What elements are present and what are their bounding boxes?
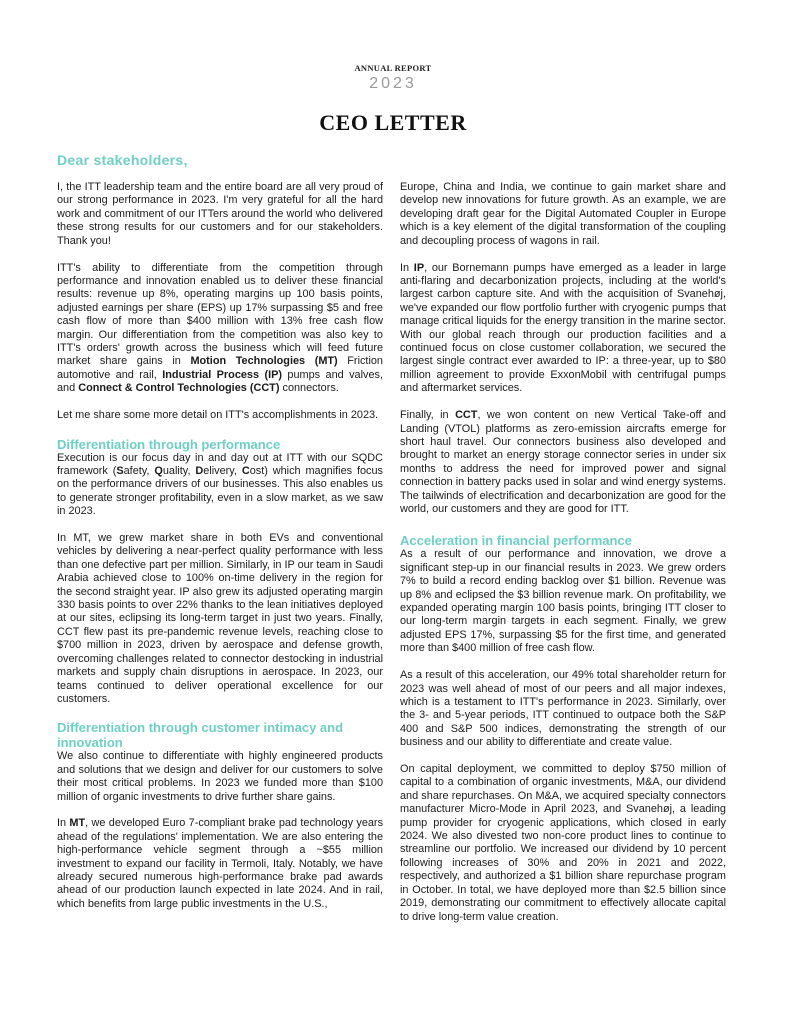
paragraph-intro: I, the ITT leadership team and the entire board are all very proud of our strong performance in 2023. I'm very grateful for all the hard work and commitment of our ITTers around the world who delivered these strong results for our customers and for our stakeholders. Thank you! bbox=[57, 181, 383, 247]
paragraph-cct-innovation: Finally, in CCT, we won content on new Vertical Take-off and Landing (VTOL) platforms as zero-emission aircrafts emerge for short haul travel. Our connectors business also developed and brought to market an energy storage connector series in under six months to address the need for improved power and signal connection in battery packs used in solar and wind energy systems. The tailwinds of electrification and decarbonization are good for the world, our customers and they are good for ITT. bbox=[400, 409, 726, 515]
paragraph-shareholder-return: As a result of this acceleration, our 49% total shareholder return for 2023 was well ahead of most of our peers and all major indexes, which is a testament to ITT's performance in 2023. Similarly, over the 3- and 5-year periods, ITT continued to outpace both the S&P 400 and S&P 500 indices, demonstrating the strength of our business and our ability to differentiate and create value. bbox=[400, 669, 726, 749]
paragraph-sqdc: Execution is our focus day in and day out at ITT with our SQDC framework (Safety, Quality, Delivery, Cost) which magnifies focus on the performance drivers of our businesses. This also enables us to generate stronger profitability, even in a slow market, as we saw in 2023. bbox=[57, 451, 383, 518]
paragraph-ip-innovation: In IP, our Bornemann pumps have emerged as a leader in large anti-flaring and decarbonization projects, including at the world's largest carbon capture site. And with the acquisition of Svanehøj, we've expanded our flow portfolio further with cryogenic pumps that manage critical liquids for the energy transition in the marine sector. With our global reach through our production facilities and a continued focus on close customer collaboration, we secured the largest single contract ever awarded to IP: a three-year, up to $80 million agreement to provide ExxonMobil with centrifugal pumps and aftermarket services. bbox=[400, 261, 727, 395]
paragraph-organic-investments: We also continue to differentiate with highly engineered products and solutions that we design and deliver for our customers to solve their most critical problems. In 2023 we funded more than $100 million of organic investments to drive further share gains. bbox=[57, 750, 383, 803]
left-column bbox=[57, 181, 383, 925]
segment-ip: Industrial Process (IP) bbox=[162, 368, 282, 381]
segment-mt: Motion Technologies (MT) bbox=[190, 355, 338, 368]
paragraph-financial-results: ITT's ability to differentiate from the competition through performance and innovation enabled us to deliver these financial results: revenue up 8%, operating margins up 100 basis points, adjusted earnings per share (EPS) up 17% surpassing $5 and free cash flow of more than $400 million with 13% free cash flow margin. Our differentiation from the competition was also key to ITT's orders' growth across the business which will feed future market share gains in Motion Technologies (MT) Friction automotive and rail, Industrial Process (IP) pumps and valves, and Connect & Control Technologies (CCT) connectors. bbox=[57, 261, 383, 395]
report-label: ANNUAL REPORT bbox=[354, 63, 432, 73]
heading-customer-intimacy: Differentiation through customer intimacy and innovation bbox=[57, 720, 344, 751]
greeting-heading: Dear stakeholders, bbox=[57, 152, 188, 168]
paragraph-accomplishments: Let me share some more detail on ITT's accomplishments in 2023. bbox=[57, 409, 379, 422]
paragraph-segment-performance: In MT, we grew market share in both EVs and conventional vehicles by delivering a near-perfect quality performance with less than one defective part per million. Similarly, in IP our team in Saudi Arabia achieved close to 100% on-time delivery in the region for the second straight year. IP also grew its adjusted operating margin 330 basis points to over 22% thanks to the lean initiatives deployed at our sites, eclipsing its long-term target in just two years. Finally, CCT flew past its pre-pandemic revenue levels, reaching close to $700 million in 2023, driven by aerospace and defense growth, overcoming challenges related to connector destocking in industrial markets and supply chain disruptions in aerospace. In 2023, our teams continued to deliver operational excellence for our customers. bbox=[57, 532, 383, 705]
segment-cct: Connect & Control Technologies (CCT) bbox=[78, 382, 280, 395]
page-title: CEO LETTER bbox=[319, 110, 467, 135]
heading-financial-acceleration: Acceleration in financial performance bbox=[400, 533, 632, 549]
paragraph-rail: Europe, China and India, we continue to gain market share and develop new innovations for future growth. As an example, we are developing draft gear for the Digital Automated Coupler in Europe which is a key element of the digital transformation of the coupling and decoupling process of wagons in rail. bbox=[400, 181, 726, 247]
report-year: 2023 bbox=[369, 75, 417, 92]
paragraph-capital-deployment: On capital deployment, we committed to deploy $750 million of capital to a combination of organic investments, M&A, our dividend and share repurchases. On M&A, we acquired specialty connectors manufacturer Micro-Mode in April 2023, and Svanehøj, a leading pump provider for cryogenic applications, which closed in early 2024. We also divested two non-core product lines to continue to streamline our portfolio. We increased our dividend by 10 percent following increases of 30% and 20% in 2021 and 2022, respectively, and authorized a $1 billion share repurchase program in October. In total, we have deployed more than $2.5 billion since 2019, demonstrating our commitment to effectively allocate capital to drive long-term value creation. bbox=[400, 763, 726, 923]
right-column bbox=[400, 181, 726, 937]
heading-performance: Differentiation through performance bbox=[57, 436, 281, 452]
paragraph-financial-stepup: As a result of our performance and innovation, we drove a significant step-up in our financial results in 2023. We grew orders 7% to build a record ending backlog over $1 billion. Revenue was up 8% and eclipsed the $3 billion revenue mark. On profitability, we expanded operating margin 100 basis points, bringing ITT closer to our long-term margin targets in each segment. Finally, we grew adjusted EPS 17%, surpassing $5 for the first time, and generated more than $400 million of free cash flow. bbox=[400, 548, 726, 655]
paragraph-mt-innovation: In MT, we developed Euro 7-compliant brake pad technology years ahead of the regulations' implementation. We are also entering the high-performance vehicle segment through a ~$55 million investment to expand our facility in Termoli, Italy. Notably, we have already secured numerous high-performance brake pad awards ahead of our production launch expected in late 2024. And in rail, which benefits from large public investments in the U.S., bbox=[57, 817, 384, 910]
